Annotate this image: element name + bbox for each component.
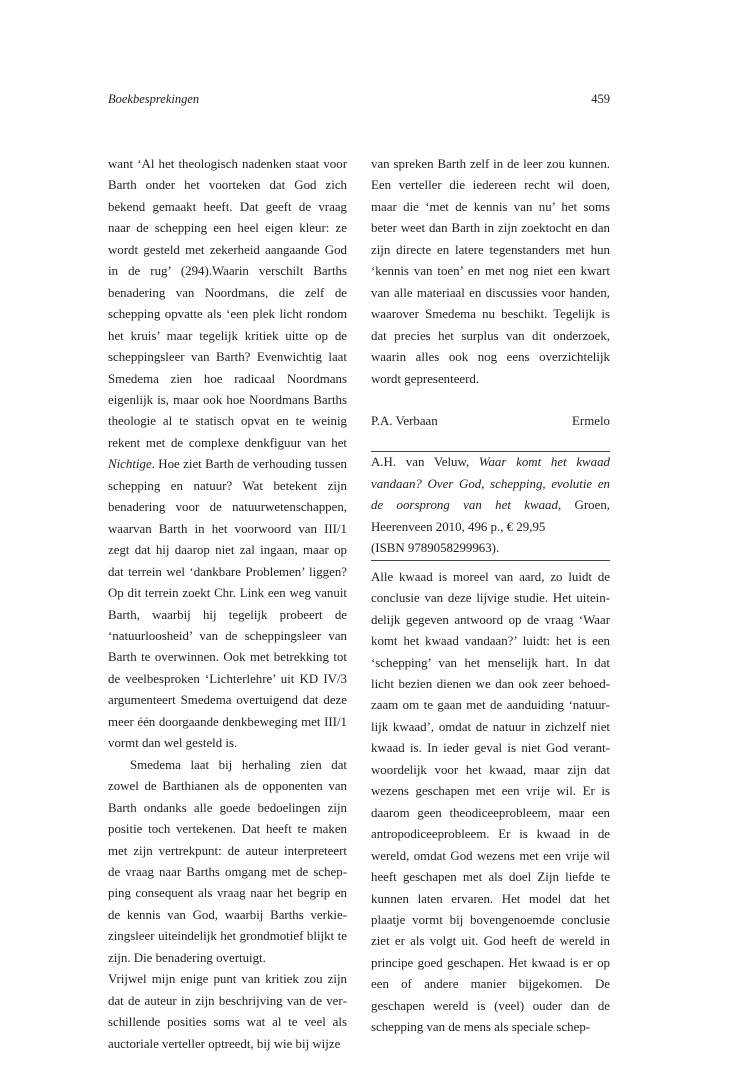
running-head: Boekbesprekingen [108,92,200,106]
left-paragraph-3: Vrijwel mijn enige punt van kritiek zou zijn dat de auteur in zijn beschrijving van de verschillende posities soms wat al te veel als auctoriale verteller optreedt, bij wie bij wijze [108,972,347,1051]
reviewer-name: P.A. Verbaan [371,413,438,428]
left-paragraph-1 [108,154,347,755]
left-p1-cont: . Hoe ziet Barth de verhouding tussen schepping en natuur? Wat betekent zijn benadering voor de natuurwetenschappen, waarvan Barth in het voorwoord van III/1 zegt dat hij daarop niet zal ingaan, maar op dat terrein wel ‘dankbare Problemen’ liggen? Op dit terrein zoekt Chr. Link een weg vanuit Barth, waarbij hij tegelijk probeert de ‘natuurloosheid’ van de scheppingsleer van Barth te overwinnen. Ook met betrekking tot de veelbesproken ‘Lichterlehre’ uit KD IV/3 argumenteert Smedema overtuigend dat deze meer één doorgaande denkbeweging met III/1 vormt dan wel gesteld is. [108,457,347,751]
divider-bottom [371,560,610,561]
right-paragraph-2: Alle kwaad is moreel van aard, zo luidt de conclusie van deze lijvige studie. Het uiteindelijk gegeven antwoord op de vraag ‘Waar komt het kwaad vandaan?’ luidt: het is een ‘schepping’ van het menselijk hart. In dat licht bezien dienen we dan ook zeer behoedzaam om te gaan met de aanduiding ‘natuurlijk kwaad’, omdat de natuur in zichzelf niet kwaad is. In ieder geval is niet God verantwoordelijk voor het kwaad, maar zijn dat wezens geschapen met een vrije wil. Er is daarom geen theodiceeprobleem, maar een antropodiceeprobleem. Er is kwaad in de wereld, omdat God wezens met een vrije wil heeft geschapen met als doel Zijn liefde te kunnen laten ervaren. Het model dat het plaatje vormt bij bovengenoemde conclusie ziet er als volgt uit. God heeft de wereld in principe goed geschapen. Het kwaad is er op een of andere manier bijgekomen. De geschapen wereld is (veel) ouder dan de schepping van de mens als speciale schep- [371,569,610,1035]
book-isbn: (ISBN 9789058299963). [371,541,500,556]
reviewer-place: Ermelo [572,413,610,428]
book-title: Waar komt het kwaad vandaan? Over God, schepping, evolutie en de oorsprong van het kwaad [371,455,610,513]
page-number: 459 [591,92,610,106]
left-p1-italic: Nichtige [108,457,152,472]
left-column [108,154,347,1055]
left-paragraph-2: Smedema laat bij herhaling zien dat zowel de Barthianen als de opponenten van Barth ondanks alle goede bedoelingen zijn positie toch vertekenen. Dat heeft te maken met zijn vertrekpunt: de auteur interpreteert de vraag naar Barths omgang met de schepping consequent als vraag naar het begrip en de kennis van God, waarbij Barths verkiezingsleer uiteindelijk het grondmotief blijkt te zijn. Die benadering overtuigt. [108,757,347,965]
book-publication: , Groen, Heerenveen 2010, 496 p., € 29,95 [371,498,610,534]
book-author: A.H. van Veluw, [371,455,479,470]
left-p1-text: want ‘Al het theologisch nadenken staat voor Barth onder het voorteken dat God zich bekend gemaakt heeft. Dat geeft de vraag naar de schepping een heel eigen kleur: ze wordt gesteld met zekerheid aangaande God in de rug’ (294).Waarin verschilt Barths benadering van Noordmans, die zelf de schepping opvatte als ‘een plek licht rondom het kruis’ maar tegelijk kritiek uitte op de scheppingsleer van Barth? Evenwichtig laat Smedema zien hoe radicaal Noordmans eigenlijk is, maar ook hoe Noordmans Barths theologie al te statisch opvat en te weinig rekent met de complexe denkfiguur van het [108,157,347,450]
right-column [371,154,610,1039]
book-reference [371,452,610,559]
right-paragraph-1: van spreken Barth zelf in de leer zou kunnen. Een verteller die iedereen recht wil doen, maar die ‘met de kennis van nu’ het soms beter weet dan Barth in zijn zoektocht en dan zijn directe en latere tegenstanders met hun ‘kennis van toen’ en met nog niet een kwart van alle materiaal en discussies voor handen, waarover Smedema nu beschikt. Tegelijk is dat precies het surplus van dit onderzoek, waarin alles ook nog eens overzichtelijk wordt gepresenteerd. [371,157,610,386]
reviewer-byline [371,411,610,432]
